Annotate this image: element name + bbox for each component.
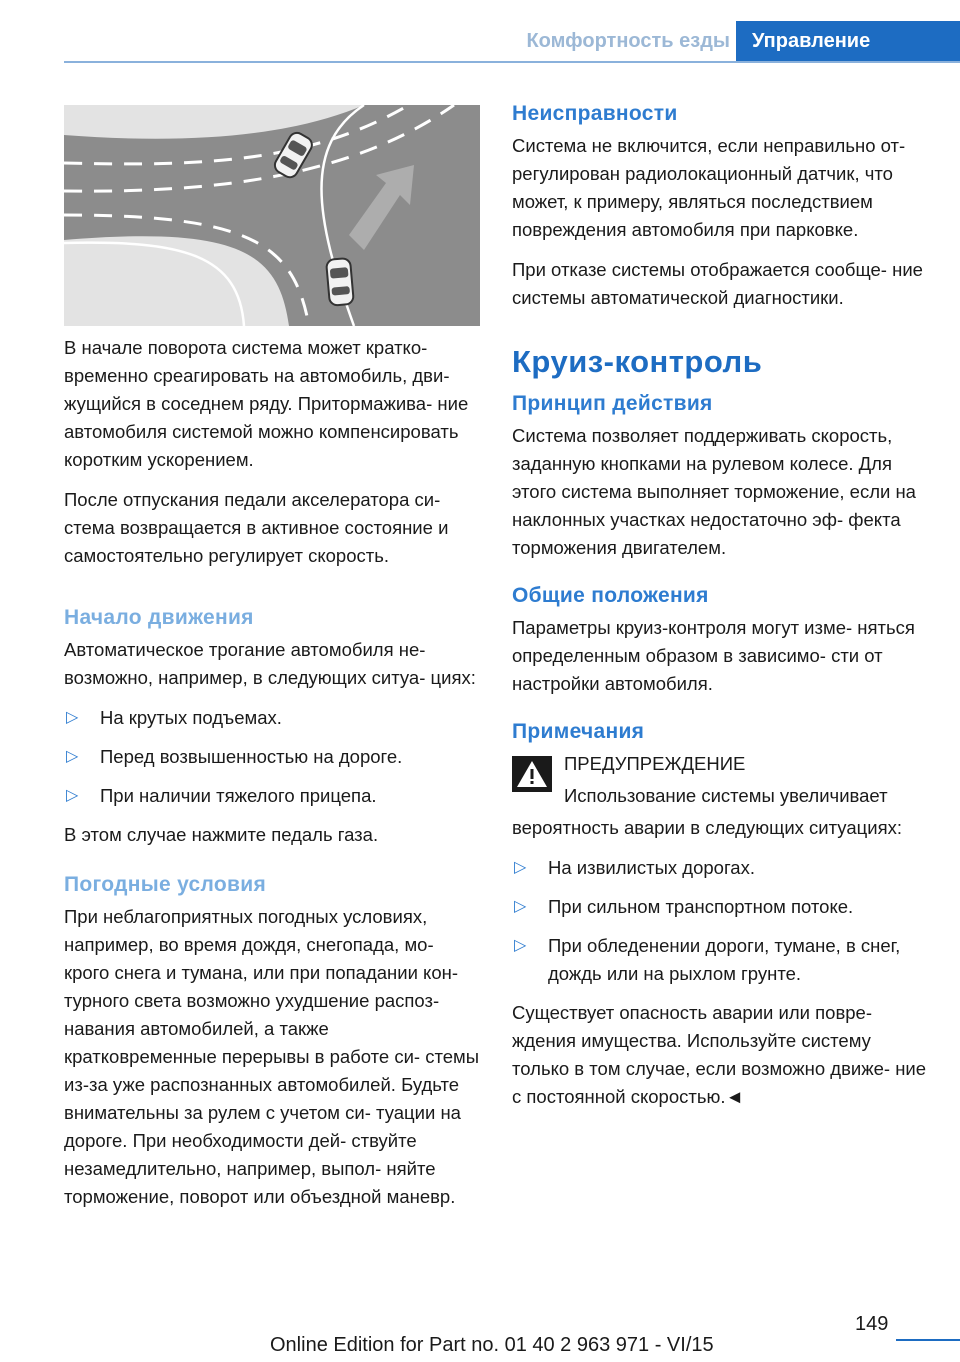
- warning-block: [512, 750, 928, 810]
- paragraph: После отпускания педали акселератора си- стема возвращается в активное состояние и самостоятельно регулирует скорость.: [64, 489, 449, 566]
- triangle-bullet-icon: ▷: [66, 748, 79, 765]
- paragraph: В начале поворота система может кратко- временно среагировать на автомобиль, дви- жущийся в соседнем ряду. Притормажива- ние автомобиля системой можно компенсировать коротким ускорением.: [64, 337, 469, 470]
- list-item: ▷ При обледенении дороги, тумане, в снег, дождь или на рыхлом грунте.: [512, 932, 928, 988]
- section-heading-start: Начало движения: [64, 606, 254, 629]
- paragraph: При отказе системы отображается сообще- ние системы автоматической диагностики.: [512, 259, 923, 308]
- triangle-bullet-icon: ▷: [514, 859, 527, 876]
- warning-label: ПРЕДУПРЕЖДЕНИЕ: [564, 753, 746, 774]
- triangle-bullet-icon: ▷: [514, 898, 527, 915]
- warning-text: Использование системы увеличивает: [564, 785, 888, 806]
- paragraph: Автоматическое трогание автомобиля не- возможно, например, в следующих ситуа- циях:: [64, 639, 476, 688]
- paragraph: Система позволяет поддерживать скорость, заданную кнопками на рулевом колесе. Для этого система выполняет торможение, если на наклонных участках недостаточно эф- фекта торможения двигателем.: [512, 425, 916, 558]
- paragraph: При неблагоприятных погодных условиях, например, во время дождя, снегопада, мо- крого снега и тумана, или при попадании кон- турного света возможно ухудшение распоз- навания автомобилей, а также кратковременные перерывы в работе си- стемы из-за уже распознанных автомобилей. Будьте внимательны за рулем с учетом си- туации на дороге. При необходимости дей- ствуйте незамедлительно, например, выпол- няйте торможение, поворот или объездной маневр.: [64, 906, 480, 1207]
- list-item: ▷ При сильном транспортном потоке.: [512, 893, 928, 921]
- right-column: [512, 100, 928, 1123]
- header-divider: [64, 61, 960, 63]
- chapter-title: Круиз-контроль: [512, 344, 763, 379]
- paragraph: Параметры круиз-контроля могут изме- няться определенным образом в зависимо- сти от настройки автомобиля.: [512, 617, 915, 694]
- triangle-bullet-icon: ▷: [66, 787, 79, 804]
- header-chapter-tab[interactable]: Управление: [736, 21, 960, 61]
- header-section-title: Комфортность езды: [526, 30, 730, 52]
- footer-divider: [896, 1339, 960, 1341]
- triangle-bullet-icon: ▷: [66, 709, 79, 726]
- section-heading-notes: Примечания: [512, 720, 645, 743]
- page-number: 149: [855, 1313, 889, 1335]
- list-item: ▷ При наличии тяжелого прицепа.: [64, 782, 480, 810]
- list-item: ▷ Перед возвышенностью на дороге.: [64, 743, 480, 771]
- paragraph: Система не включится, если неправильно от- регулирован радиолокационный датчик, что может, к примеру, являться последствием повреждения автомобиля при парковке.: [512, 135, 906, 240]
- lane-change-illustration: [64, 105, 480, 326]
- warning-triangle-icon: [512, 756, 552, 792]
- paragraph: Существует опасность аварии или повре- ждения имущества. Используйте систему только в том случае, если возможно движе- ние с постоянной скоростью.◄: [512, 1002, 927, 1107]
- footer-edition: Online Edition for Part no. 01 40 2 963 971 - VI/15: [270, 1334, 714, 1356]
- paragraph: В этом случае нажмите педаль газа.: [64, 824, 379, 845]
- section-heading-weather: Погодные условия: [64, 873, 267, 896]
- start-conditions-list: [64, 704, 480, 810]
- warning-text-continued: вероятность аварии в следующих ситуациях:: [512, 817, 902, 838]
- warning-conditions-list: [512, 854, 928, 988]
- section-heading-general: Общие положения: [512, 584, 709, 607]
- triangle-bullet-icon: ▷: [514, 937, 527, 954]
- left-column: [64, 334, 480, 1223]
- section-heading-principle: Принцип действия: [512, 392, 713, 415]
- list-item: ▷ На извилистых дорогах.: [512, 854, 928, 882]
- section-heading-faults: Неисправности: [512, 102, 678, 125]
- list-item: ▷ На крутых подъемах.: [64, 704, 480, 732]
